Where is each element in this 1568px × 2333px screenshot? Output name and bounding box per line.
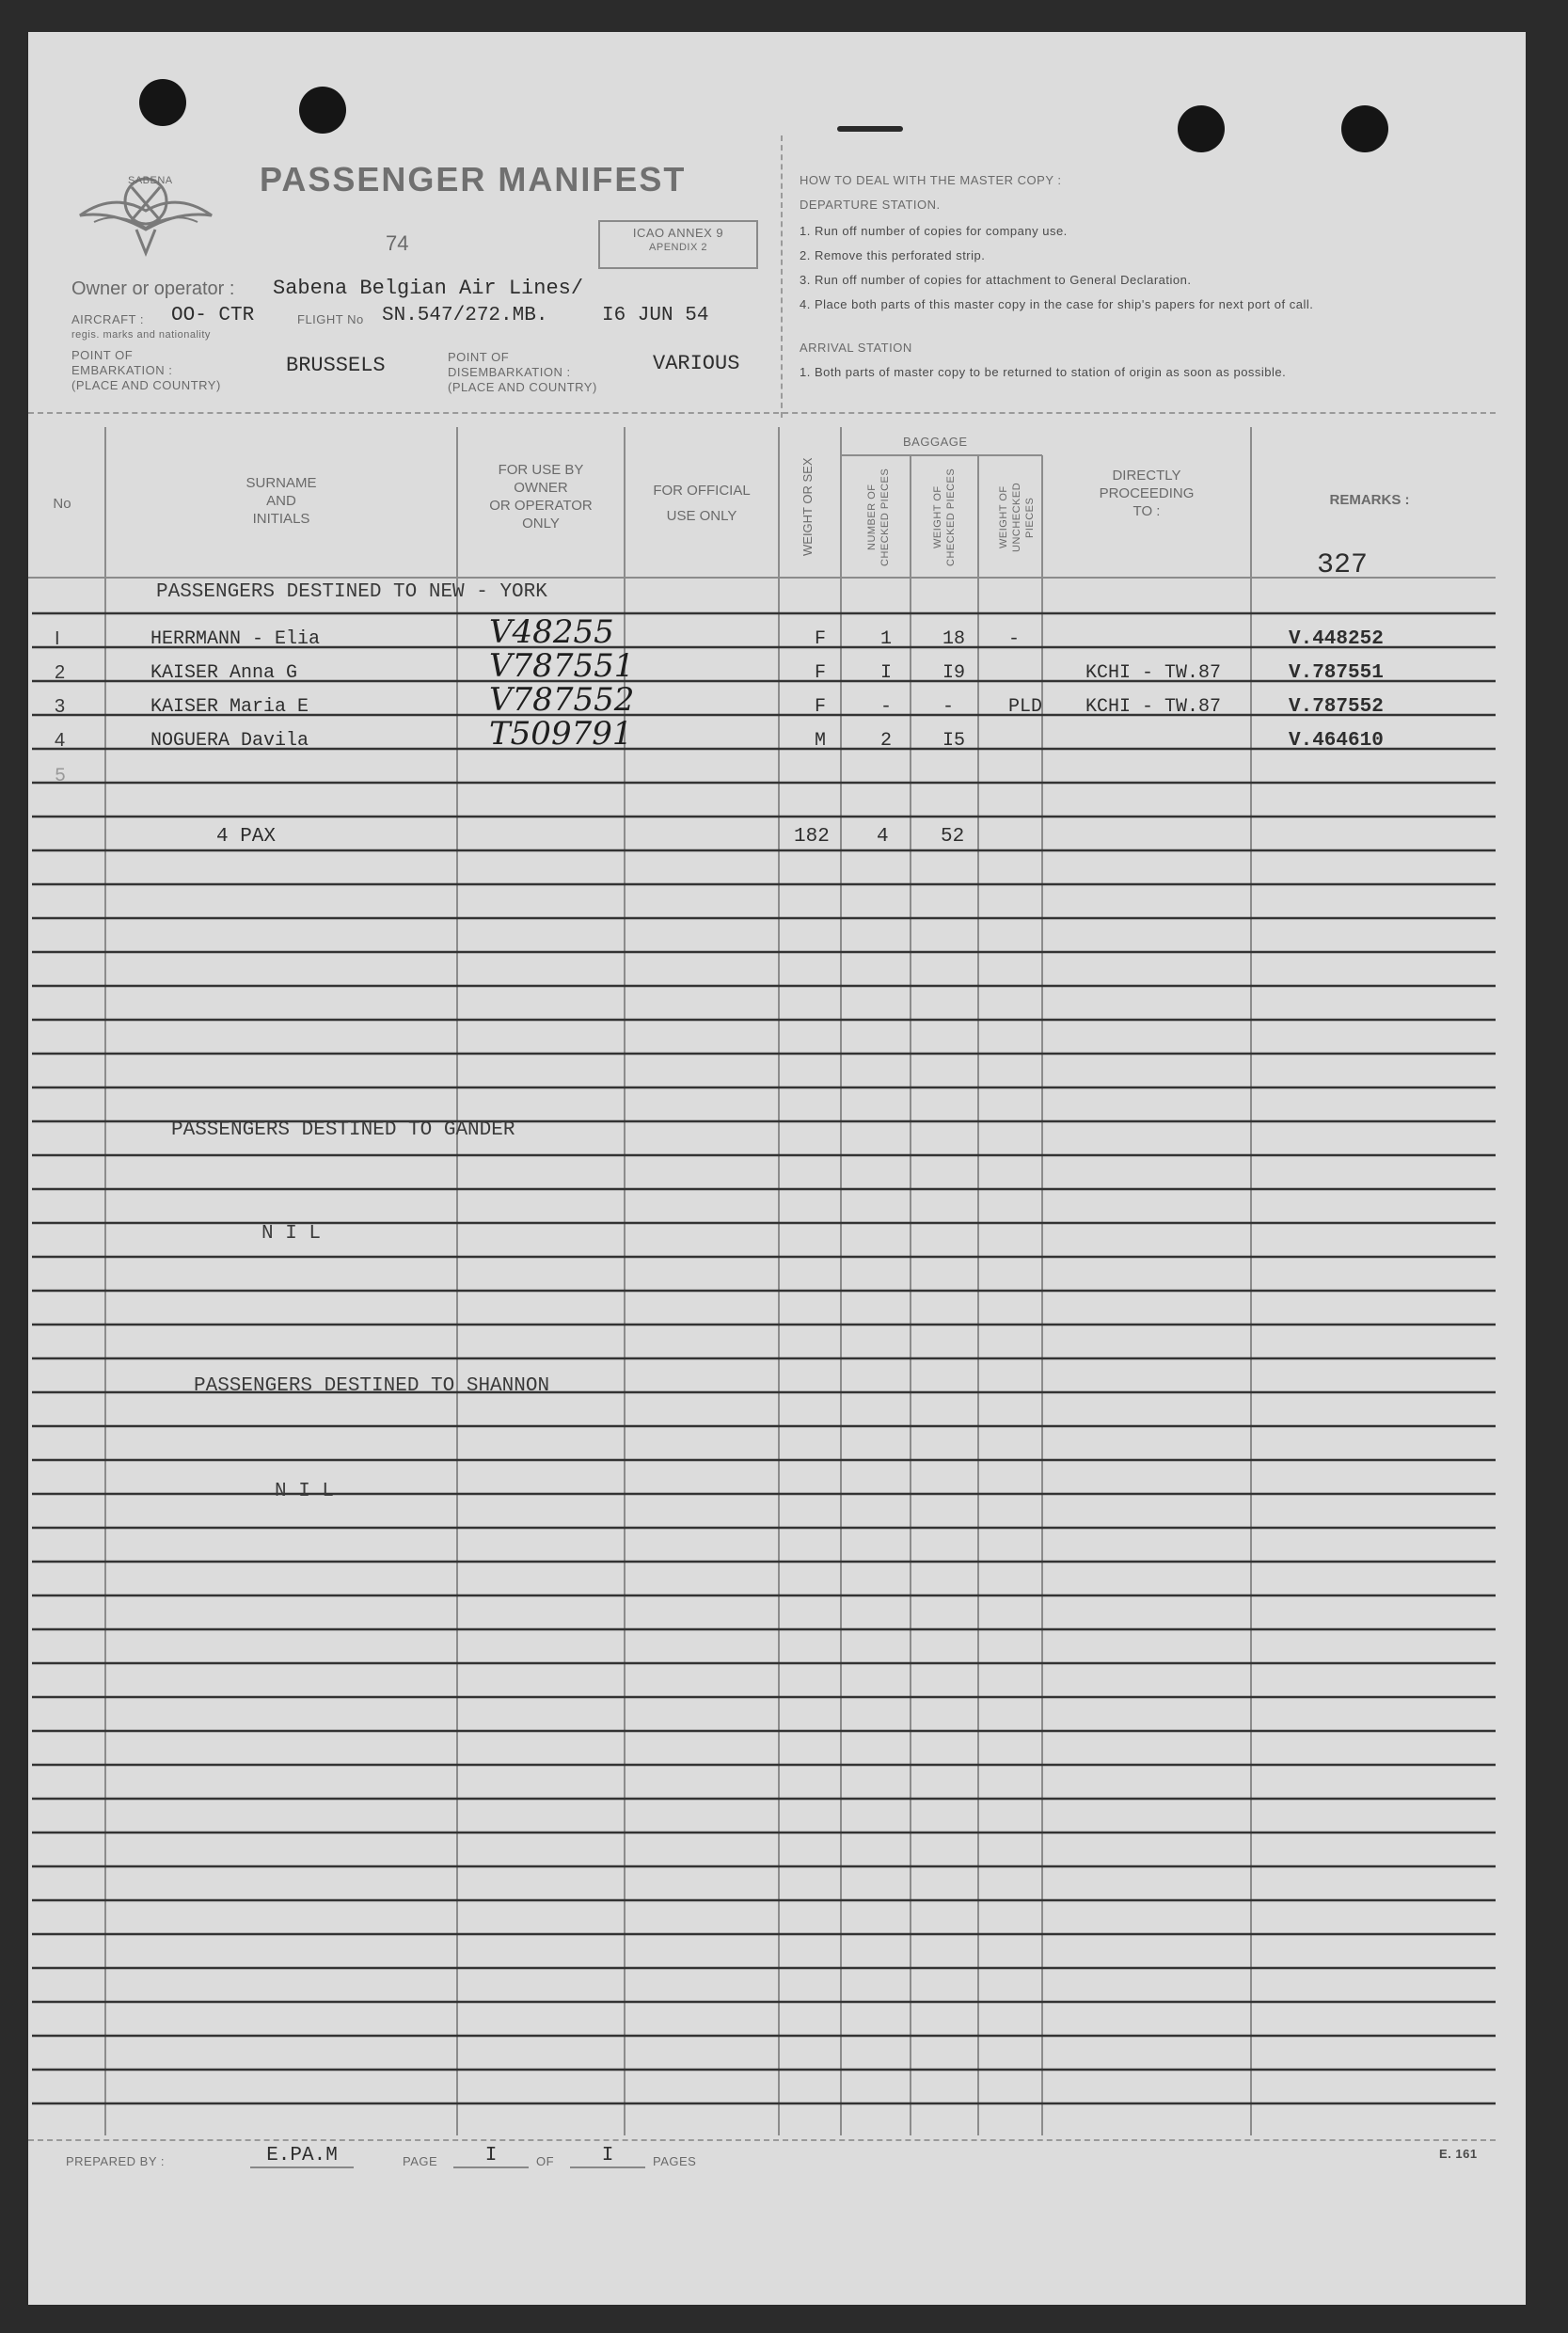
prepared-value: E.PA.M xyxy=(250,2145,354,2168)
disembark-value: VARIOUS xyxy=(653,352,740,375)
col-no: No xyxy=(53,496,71,512)
flight-date: I6 JUN 54 xyxy=(602,305,709,326)
disembark-label-3: (PLACE AND COUNTRY) xyxy=(448,380,597,394)
page-value: I xyxy=(453,2145,529,2168)
col-surname: SURNAME AND INITIALS xyxy=(245,475,317,527)
passenger-handwritten: V787552 xyxy=(489,681,635,719)
passenger-unchecked: - xyxy=(1008,628,1021,650)
owner-label: Owner or operator : xyxy=(71,278,235,299)
instruction-3: 3. Run off number of copies for attachment to General Declaration. xyxy=(800,273,1192,287)
table-row xyxy=(28,715,1496,766)
icao-box: ICAO ANNEX 9 APENDIX 2 xyxy=(598,220,758,269)
passenger-weight: - xyxy=(942,696,955,718)
table-row xyxy=(28,613,1496,664)
embark-value: BRUSSELS xyxy=(286,354,386,377)
total-pax: 4 PAX xyxy=(216,826,277,848)
passenger-sex: F xyxy=(815,696,827,718)
col-weight-sex: WEIGHT OR SEX xyxy=(800,457,815,557)
form-code: E. 161 xyxy=(1439,2147,1478,2161)
passenger-remark: V.448252 xyxy=(1289,628,1384,650)
total-weight: 182 xyxy=(794,826,830,848)
instructions-departure: DEPARTURE STATION. xyxy=(800,198,941,212)
col-owner-use: FOR USE BY OWNER OR OPERATOR ONLY xyxy=(489,462,593,532)
manifest-number: 74 xyxy=(386,231,409,255)
disembark-label-1: POINT OF xyxy=(448,350,510,364)
passenger-remark: V.464610 xyxy=(1289,730,1384,752)
col-remarks: REMARKS : xyxy=(1329,492,1410,508)
passenger-name: NOGUERA Davila xyxy=(150,730,309,752)
section-gander: PASSENGERS DESTINED TO GANDER xyxy=(171,1119,515,1141)
section-shannon: PASSENGERS DESTINED TO SHANNON xyxy=(194,1375,550,1397)
row-5-no: 5 xyxy=(55,766,67,787)
remarks-number: 327 xyxy=(1317,549,1369,581)
instruction-1: 1. Run off number of copies for company use. xyxy=(800,224,1068,238)
shannon-nil: N I L xyxy=(275,1481,335,1502)
of-label: OF xyxy=(536,2154,555,2168)
col-baggage: BAGGAGE xyxy=(903,435,968,449)
manifest-paper xyxy=(28,32,1526,2305)
passenger-pieces: 2 xyxy=(880,730,893,752)
passenger-no: 2 xyxy=(55,662,66,683)
passenger-weight: I9 xyxy=(942,662,966,684)
aircraft-value: OO- CTR xyxy=(171,305,255,326)
table-grid xyxy=(28,32,1526,2305)
passenger-no: 4 xyxy=(55,730,66,751)
owner-value: Sabena Belgian Air Lines/ xyxy=(273,277,584,300)
instructions-arrival: ARRIVAL STATION xyxy=(800,341,912,355)
total-bag-weight: 52 xyxy=(941,826,965,848)
passenger-sex: M xyxy=(815,730,827,752)
passenger-handwritten: V48255 xyxy=(489,613,614,651)
passenger-sex: F xyxy=(815,662,827,684)
arrival-instruction: 1. Both parts of master copy to be returned to station of origin as soon as possible. xyxy=(800,365,1287,379)
instruction-4: 4. Place both parts of this master copy in the case for ship's papers for next port of call. xyxy=(800,297,1314,311)
passenger-name: KAISER Anna G xyxy=(150,662,298,684)
col-directly: DIRECTLY PROCEEDING TO : xyxy=(1099,468,1195,519)
passenger-pieces: - xyxy=(880,696,893,718)
passenger-pieces: 1 xyxy=(880,628,893,650)
disembark-label-2: DISEMBARKATION : xyxy=(448,365,571,379)
embark-label-1: POINT OF xyxy=(71,348,134,362)
passenger-name: KAISER Maria E xyxy=(150,696,309,718)
passenger-remark: V.787552 xyxy=(1289,696,1384,718)
logo-text: SABENA xyxy=(128,175,173,186)
instruction-2: 2. Remove this perforated strip. xyxy=(800,248,986,262)
passenger-unchecked: PLD xyxy=(1008,696,1043,718)
page-label: PAGE xyxy=(403,2154,438,2168)
passenger-handwritten: V787551 xyxy=(489,647,635,685)
col-weight-checked: WEIGHT OF CHECKED PIECES xyxy=(932,468,957,567)
passenger-no: 3 xyxy=(55,696,66,717)
passenger-no: I xyxy=(55,628,60,649)
passenger-weight: I5 xyxy=(942,730,966,752)
aircraft-label: AIRCRAFT : xyxy=(71,312,144,326)
prepared-label: PREPARED BY : xyxy=(66,2154,165,2168)
instructions-heading: HOW TO DEAL WITH THE MASTER COPY : xyxy=(800,173,1062,187)
total-pieces: 4 xyxy=(877,826,889,848)
passenger-proceeding: KCHI - TW.87 xyxy=(1085,696,1222,718)
aircraft-sub: regis. marks and nationality xyxy=(71,329,211,341)
table-row xyxy=(28,647,1496,698)
passenger-handwritten: T509791 xyxy=(489,715,633,753)
passenger-remark: V.787551 xyxy=(1289,662,1384,684)
footer-perforation xyxy=(28,2139,1496,2141)
passenger-pieces: I xyxy=(880,662,893,684)
section-new-york: PASSENGERS DESTINED TO NEW - YORK xyxy=(156,581,547,603)
of-value: I xyxy=(570,2145,645,2168)
passenger-name: HERRMANN - Elia xyxy=(150,628,321,650)
gander-nil: N I L xyxy=(261,1223,322,1245)
col-num-checked: NUMBER OF CHECKED PIECES xyxy=(866,468,891,567)
col-weight-unchecked: WEIGHT OF UNCHECKED PIECES xyxy=(998,482,1036,553)
table-row xyxy=(28,681,1496,732)
passenger-weight: 18 xyxy=(942,628,966,650)
page-title: PASSENGER MANIFEST xyxy=(260,160,687,198)
flight-value: SN.547/272.MB. xyxy=(382,305,548,326)
embark-label-2: EMBARKATION : xyxy=(71,363,173,377)
passenger-sex: F xyxy=(815,628,827,650)
passenger-proceeding: KCHI - TW.87 xyxy=(1085,662,1222,684)
flight-label: FLIGHT No xyxy=(297,312,364,326)
embark-label-3: (PLACE AND COUNTRY) xyxy=(71,378,221,392)
pages-label: PAGES xyxy=(653,2154,697,2168)
col-official-use: FOR OFFICIAL USE ONLY xyxy=(653,483,751,524)
